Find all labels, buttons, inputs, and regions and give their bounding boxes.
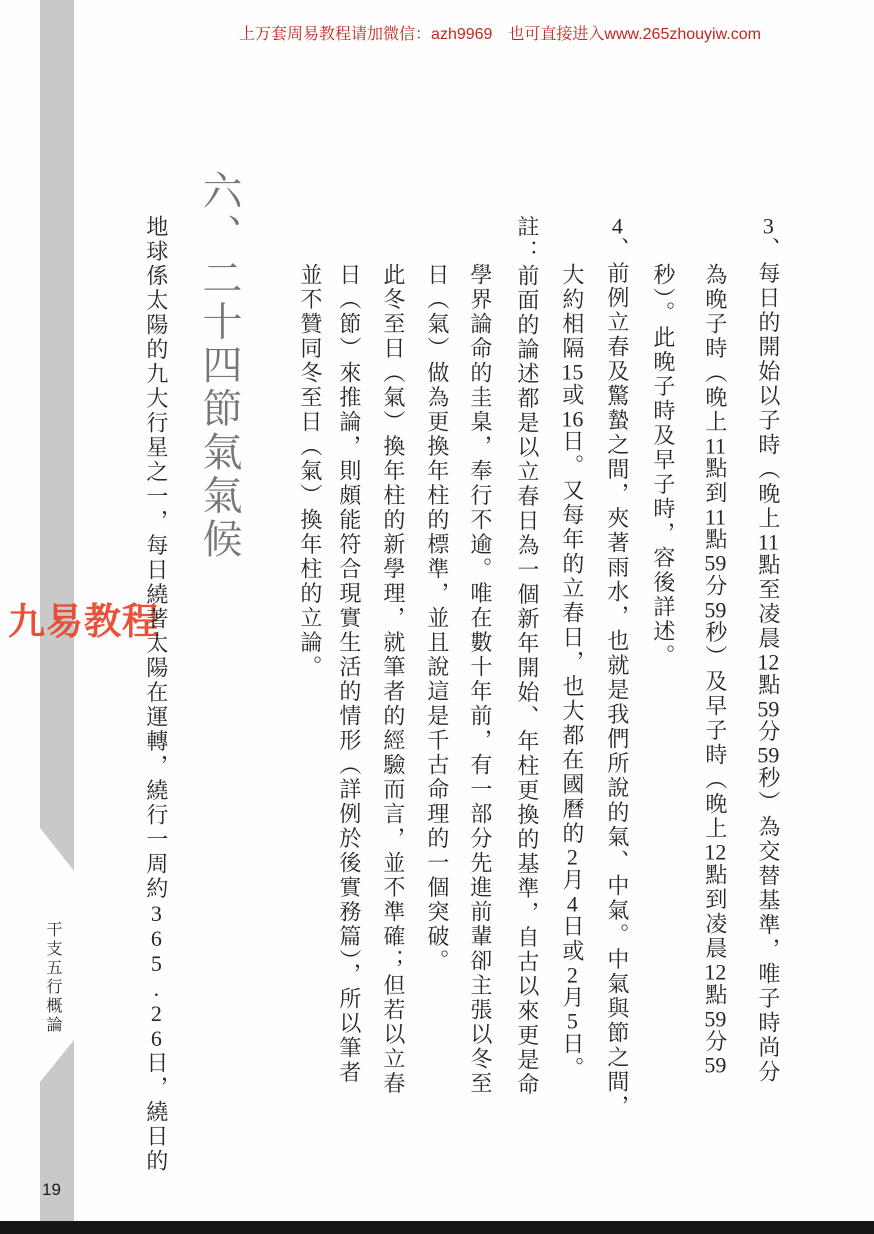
left-gray-bar-top <box>40 0 74 871</box>
body-column-3: 秒）。此晚子時及早子時，容後詳述。 <box>650 263 676 669</box>
page-number: 19 <box>42 1180 61 1199</box>
body-column-8: 日（氣）做為更換年柱的標準，並且說這是千古命理的一個突破。 <box>424 263 450 974</box>
body-column-9: 此冬至日（氣）換年柱的新學理，就筆者的經驗而言，並不準確；但若以立春 <box>380 263 406 1096</box>
sidebar-book-title: 干支五行概論 <box>44 921 61 1035</box>
body-column-4: 4、前例立春及驚蟄之間，夾著雨水，也就是我們所說的氣、中氣。中氣與節之間， <box>604 215 630 1119</box>
body-column-1: 3、每日的開始以子時（晚上11點至凌晨12點59分59秒）為交替基準，唯子時尚分 <box>755 215 781 1085</box>
body-column-12: 地球係太陽的九大行星之一，每日繞著太陽在運轉，繞行一周約365.26日，繞日的 <box>143 215 169 1174</box>
body-column-6: 註：前面的論述都是以立春日為一個新年開始、年柱更換的基準，自古以來更是命 <box>514 215 540 1097</box>
section-heading: 六、二十四節氣氣候 <box>197 170 242 562</box>
bottom-scan-bar <box>0 1221 874 1234</box>
body-column-11: 並不贊同冬至日（氣）換年柱的立論。 <box>297 263 323 680</box>
promo-header-text: 上万套周易教程请加微信：azh9969 也可直接进入www.265zhouyiw.com <box>239 26 761 43</box>
watermark-text: 九易教程 <box>8 601 160 642</box>
body-column-7: 學界論命的圭臬，奉行不逾。唯在數十年前，有一部分先進前輩卻主張以冬至 <box>467 263 493 1096</box>
body-column-5: 大約相隔15或16日。又每年的立春日，也大都在國曆的2月4日或2月5日。 <box>559 263 585 1081</box>
body-column-2: 為晚子時（晚上11點到11點59分59秒）及早子時（晚上12點到凌晨12點59分59 <box>702 263 728 1076</box>
body-column-10: 日（節）來推論，則頗能符合現實生活的情形（詳例於後實務篇），所以筆者 <box>336 263 362 1085</box>
